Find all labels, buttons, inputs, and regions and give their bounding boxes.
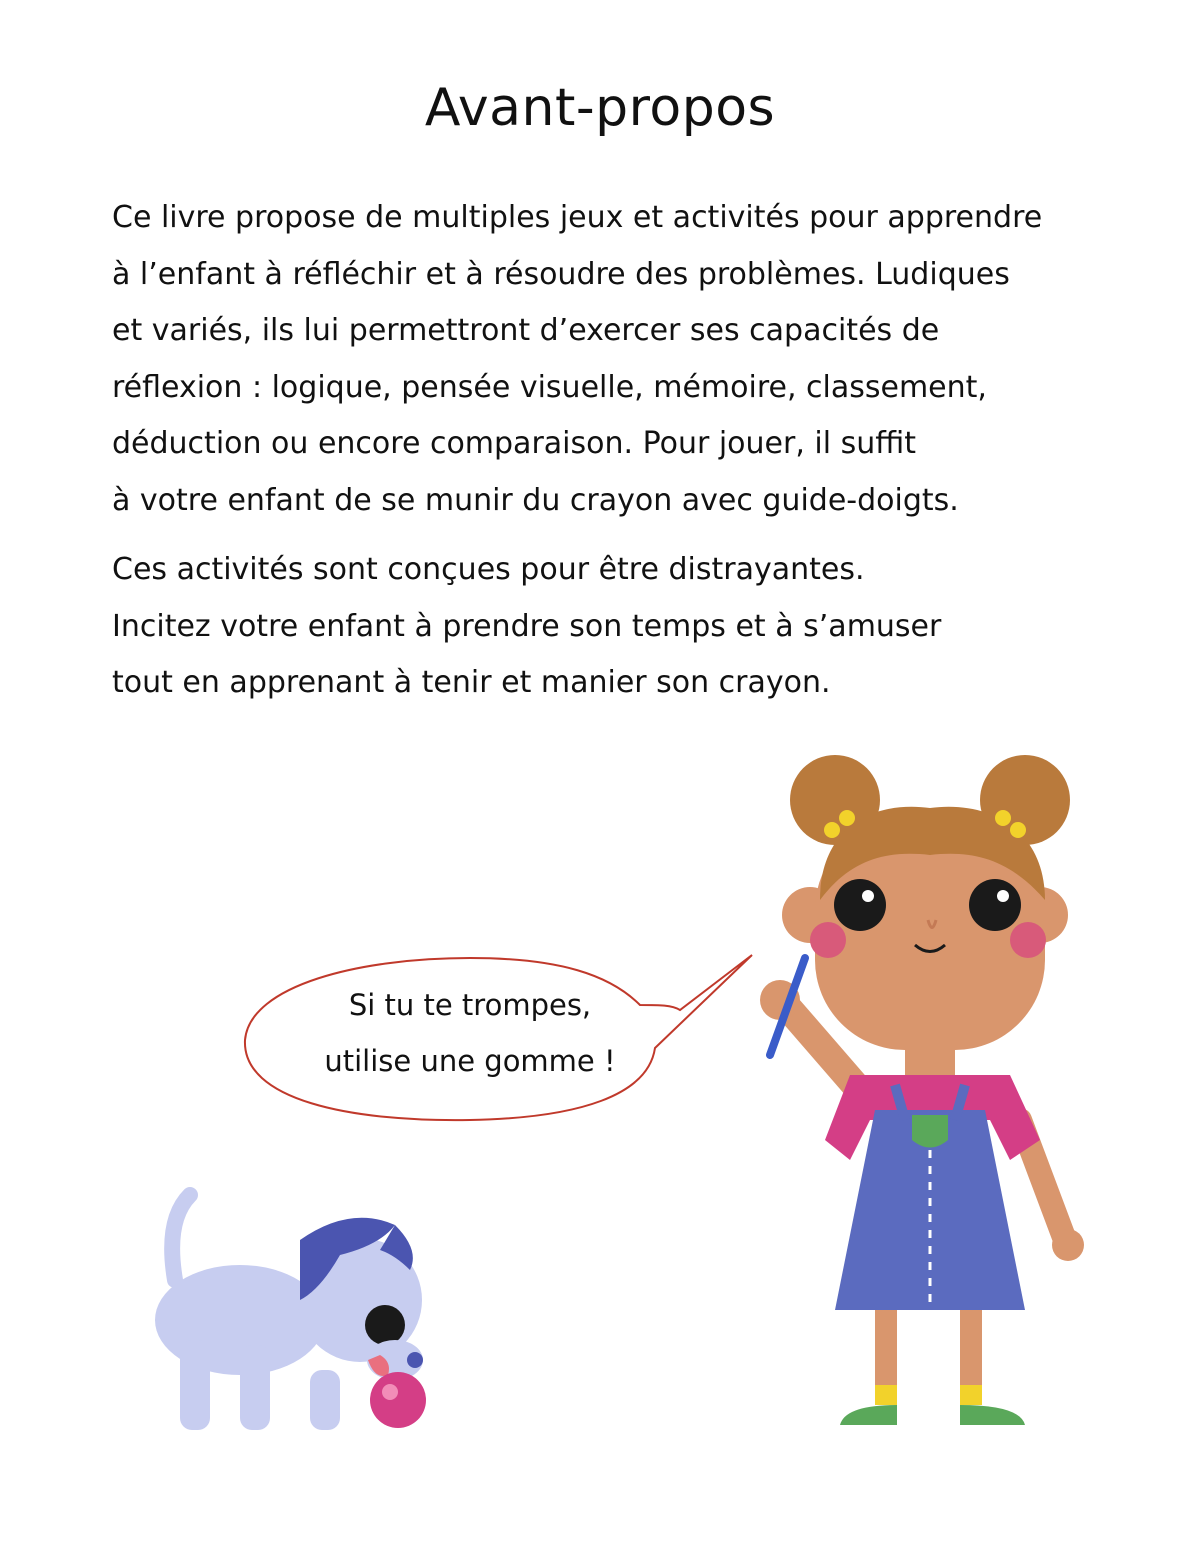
paragraph-line: Incitez votre enfant à prendre son temps et à s’amuser: [112, 608, 942, 644]
paragraph-line: à l’enfant à réfléchir et à résoudre des problèmes. Ludiques: [112, 256, 1010, 292]
puppy-with-ball-illustration: [155, 1195, 426, 1430]
paragraph-line: à votre enfant de se munir du crayon avec guide-doigts.: [112, 482, 959, 518]
paragraph-line: tout en apprenant à tenir et manier son crayon.: [112, 665, 831, 700]
paragraph-line: Ces activités sont conçues pour être distrayantes.: [112, 552, 865, 587]
girl-with-pencil-illustration: [760, 755, 1084, 1425]
speech-bubble-text: [270, 977, 670, 1089]
speech-bubble-line: utilise une gomme !: [324, 1044, 616, 1078]
page-title: Avant-propos: [424, 78, 776, 138]
speech-bubble-line: Si tu te trompes,: [348, 988, 592, 1022]
paragraph-line: réflexion : logique, pensée visuelle, mémoire, classement,: [112, 369, 987, 405]
paragraph-line: et variés, ils lui permettront d’exercer ses capacités de: [112, 313, 940, 348]
paragraph-line: Ce livre propose de multiples jeux et activités pour apprendre: [112, 200, 1043, 235]
paragraph-line: déduction ou encore comparaison. Pour jouer, il suffit: [112, 426, 917, 461]
